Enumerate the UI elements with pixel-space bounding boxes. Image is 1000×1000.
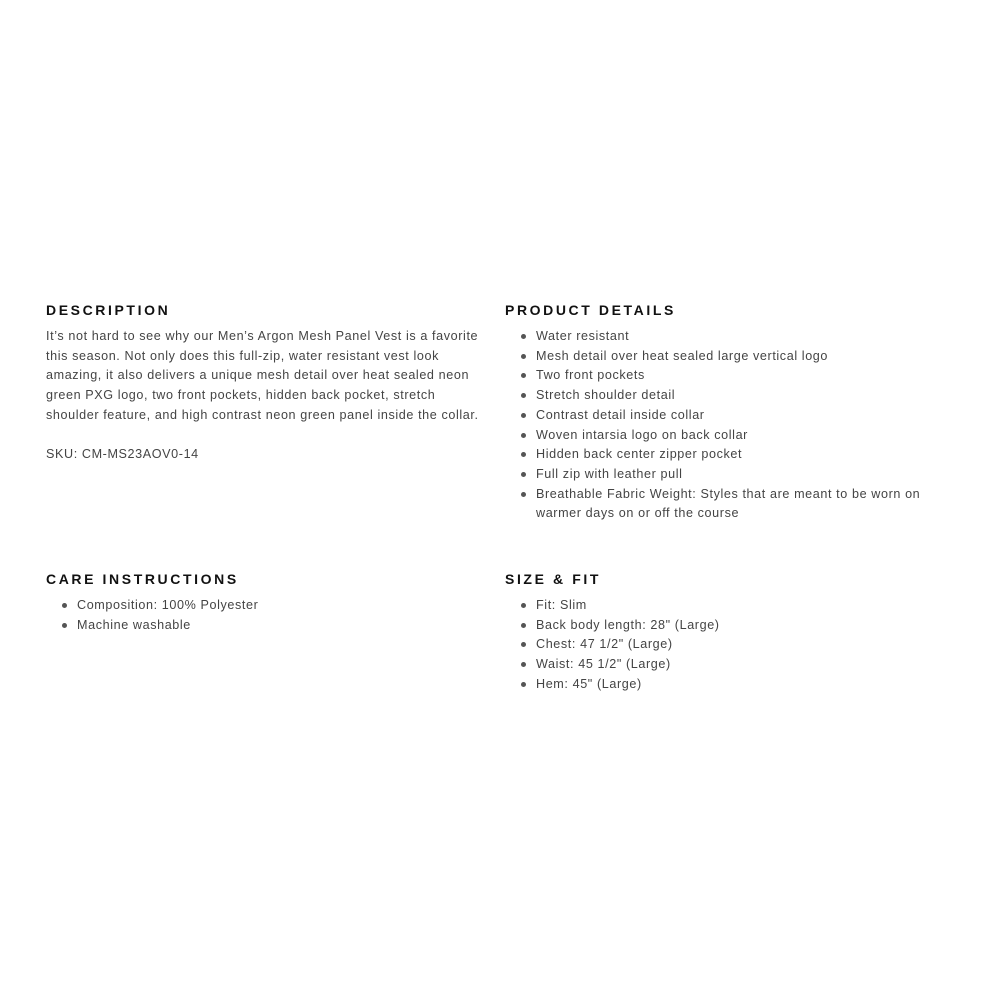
list-item — [505, 366, 945, 386]
size-fit-list — [505, 596, 945, 695]
list-item — [505, 327, 945, 347]
bullet-icon — [521, 623, 526, 628]
bullet-icon — [521, 492, 526, 497]
list-item-text: Back body length: 28" (Large) — [536, 617, 720, 632]
description-section — [46, 302, 486, 464]
product-details-list — [505, 327, 945, 524]
description-heading: DESCRIPTION — [46, 302, 171, 318]
list-item-text: Breathable Fabric Weight: Styles that are meant to be worn on warmer days on or off the course — [536, 486, 921, 521]
list-item — [505, 465, 945, 485]
care-instructions-list — [46, 596, 486, 635]
list-item-text: Full zip with leather pull — [536, 466, 683, 481]
bullet-icon — [521, 472, 526, 477]
list-item-text: Hidden back center zipper pocket — [536, 447, 743, 462]
list-item — [505, 635, 945, 655]
bullet-icon — [521, 393, 526, 398]
bullet-icon — [521, 642, 526, 647]
list-item — [505, 347, 945, 367]
list-item — [46, 616, 486, 636]
bullet-icon — [521, 373, 526, 378]
sku-text: SKU: CM-MS23AOV0-14 — [46, 446, 199, 461]
list-item — [505, 596, 945, 616]
list-item-text: Chest: 47 1/2" (Large) — [536, 637, 673, 652]
list-item — [505, 485, 945, 524]
bullet-icon — [521, 662, 526, 667]
list-item-text: Composition: 100% Polyester — [77, 598, 259, 612]
list-item-text: Woven intarsia logo on back collar — [536, 427, 748, 442]
product-details-section — [505, 302, 945, 524]
bullet-icon — [521, 682, 526, 687]
care-instructions-heading: CARE INSTRUCTIONS — [46, 571, 239, 587]
list-item-text: Hem: 45" (Large) — [536, 676, 642, 691]
product-details-heading: PRODUCT DETAILS — [505, 302, 676, 318]
list-item — [46, 596, 486, 616]
bullet-icon — [521, 413, 526, 418]
care-instructions-section — [46, 571, 486, 635]
list-item — [505, 655, 945, 675]
list-item-text: Contrast detail inside collar — [536, 407, 705, 422]
bullet-icon — [62, 623, 67, 628]
list-item — [505, 675, 945, 695]
bullet-icon — [62, 603, 67, 608]
bullet-icon — [521, 433, 526, 438]
list-item-text: Stretch shoulder detail — [536, 388, 676, 403]
list-item-text: Waist: 45 1/2" (Large) — [536, 657, 671, 672]
list-item — [505, 445, 945, 465]
list-item — [505, 616, 945, 636]
list-item — [505, 406, 945, 426]
bullet-icon — [521, 603, 526, 608]
list-item — [505, 426, 945, 446]
list-item-text: Mesh detail over heat sealed large vertical logo — [536, 348, 829, 363]
list-item-text: Water resistant — [536, 329, 630, 343]
description-text: It’s not hard to see why our Men’s Argon Mesh Panel Vest is a favorite this season. Not only does this full-zip, water resistant vest look amazing, it also delivers a unique mesh detail over heat sealed neon green PXG logo, two front pockets, hidden back pocket, stretch shoulder feature, and high contrast neon green panel inside the collar. — [46, 329, 479, 422]
list-item-text: Machine washable — [77, 617, 191, 632]
size-fit-heading: SIZE & FIT — [505, 571, 601, 587]
bullet-icon — [521, 334, 526, 339]
list-item-text: Two front pockets — [536, 368, 645, 383]
bullet-icon — [521, 354, 526, 359]
list-item-text: Fit: Slim — [536, 598, 587, 612]
list-item — [505, 386, 945, 406]
size-fit-section — [505, 571, 945, 695]
bullet-icon — [521, 452, 526, 457]
